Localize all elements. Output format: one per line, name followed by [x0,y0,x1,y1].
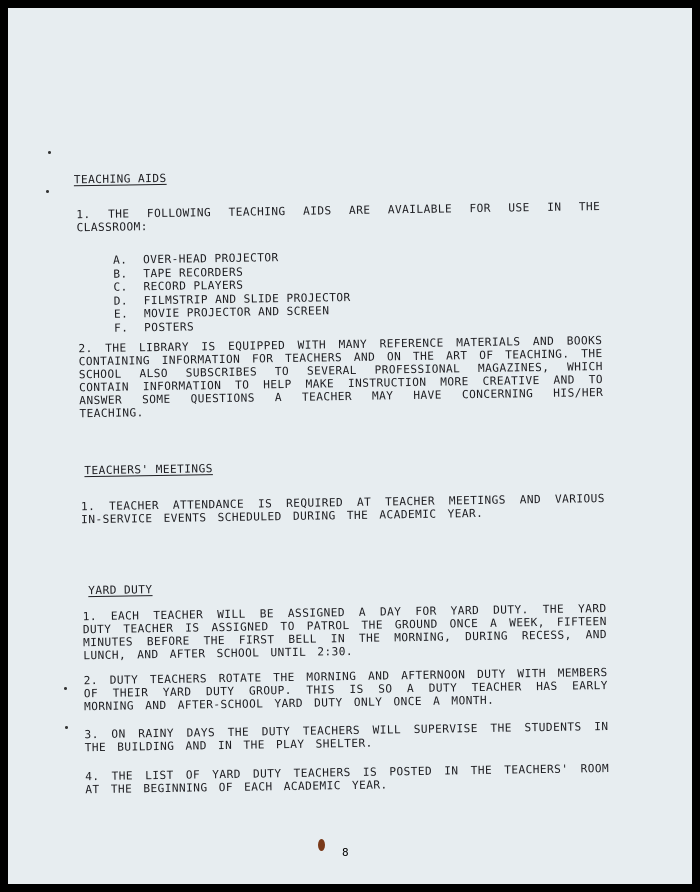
list-item: B. TAPE RECORDERS [113,265,244,281]
yard-duty-item-1: 1. EACH TEACHER WILL BE ASSIGNED A DAY FOR YARD DUTY. THE YARD DUTY TEACHER IS ASSIGNED TO PATROL THE GROUND ONCE A WEEK, FIFTEEN MINUTES BEFORE THE FIRST BELL IN THE MORNING, DURING RECESS, AND LUNCH, AND AFTER SCHOOL UNTIL 2:30. [82,601,608,663]
list-item: A. OVER-HEAD PROJECTOR [112,251,279,267]
teachers-meetings-item-1: 1. TEACHER ATTENDANCE IS REQUIRED AT TEACHER MEETINGS AND VARIOUS IN-SERVICE EVENTS SCHEDULED DURING THE ACADEMIC YEAR. [80,492,605,527]
list-item: D. FILMSTRIP AND SLIDE PROJECTOR [113,290,351,308]
section-heading-yard-duty: YARD DUTY [88,583,153,598]
teaching-aids-item-2: 2. THE LIBRARY IS EQUIPPED WITH MANY REFERENCE MATERIALS AND BOOKS CONTAINING INFORMATION FOR TEACHERS AND ON THE ART OF TEACHING. THE SCHOOL ALSO SUBSCRIBES TO SEVERAL PROFESSIONAL MAGAZINES, WHICH CONTAIN INFORMATION TO HELP MAKE INSTRUCTION MORE CREATIVE AND TO ANSWER SOME QUESTIONS A TEACHER MAY HAVE CONCERNING HIS/HER TEACHING. [78,334,604,421]
paper-speck [65,726,68,729]
list-item: E. MOVIE PROJECTOR AND SCREEN [113,304,330,321]
paper-speck [48,151,51,154]
yard-duty-item-2: 2. DUTY TEACHERS ROTATE THE MORNING AND AFTERNOON DUTY WITH MEMBERS OF THEIR YARD DUTY GROUP. THIS IS SO A DUTY TEACHER HAS EARLY MORNING AND AFTER-SCHOOL YARD DUTY ONLY ONCE A MONTH. [83,665,608,714]
section-heading-teachers-meetings: TEACHERS' MEETINGS [84,462,213,478]
ink-blot [318,839,325,851]
list-item: F. POSTERS [114,319,195,335]
yard-duty-item-4: 4. THE LIST OF YARD DUTY TEACHERS IS POSTED IN THE TEACHERS' ROOM AT THE BEGINNING OF EACH ACADEMIC YEAR. [85,761,610,797]
section-heading-teaching-aids: TEACHING AIDS [73,171,167,187]
list-item: C. RECORD PLAYERS [113,278,244,294]
paper-speck [46,190,49,193]
page-number: 8 [342,846,349,859]
yard-duty-item-3: 3. ON RAINY DAYS THE DUTY TEACHERS WILL SUPERVISE THE STUDENTS IN THE BUILDING AND IN THE PLAY SHELTER. [84,719,609,755]
teaching-aids-list [113,250,351,335]
teaching-aids-item-1: 1. THE FOLLOWING TEACHING AIDS ARE AVAILABLE FOR USE IN THE CLASSROOM: [76,200,601,235]
document-page [8,8,692,884]
document-body [8,8,692,884]
paper-speck [64,687,67,690]
